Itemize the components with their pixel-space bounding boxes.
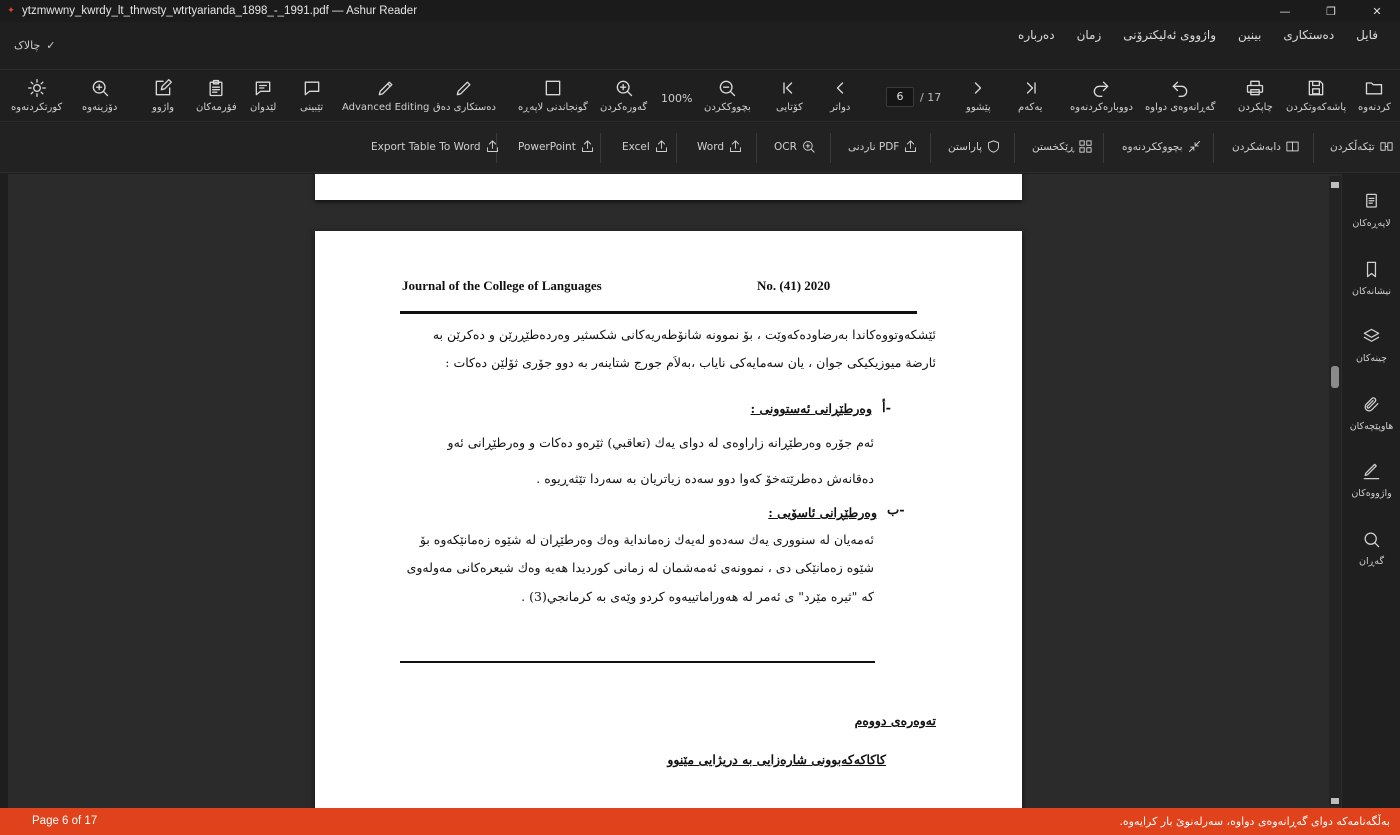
ocr-button[interactable] xyxy=(774,139,816,154)
paragraph-line: ئێشکەوتووەکاندا بەرضاودەکەوێت ، بۆ نموونە شانۆطەریەکانی شکسثیر وەردەطێڕرێن و دەکرێن بە xyxy=(432,327,936,342)
review-label: لێدوان xyxy=(250,102,277,113)
review-icon xyxy=(253,78,273,98)
toolbar-divider xyxy=(1213,133,1214,163)
sidebar-item-attachments[interactable] xyxy=(1343,395,1400,432)
search-icon xyxy=(90,78,110,98)
share-icon xyxy=(728,139,743,154)
redo-label: دووبارەکردنەوە xyxy=(1070,102,1133,113)
sidebar-item-signatures[interactable] xyxy=(1343,462,1400,499)
open-label: کردنەوە xyxy=(1358,102,1391,113)
layers-icon xyxy=(1362,327,1381,346)
sidebar-label-bookmarks: نیشانەکان xyxy=(1351,286,1391,297)
export-table-button[interactable] xyxy=(371,139,500,154)
app-logo-icon: ✦ xyxy=(7,6,15,16)
paragraph-line: شێوە زەمانێكی دی ، نموونەی ئەمەشمان لە زمانی كوردیدا هەیە وەك شیعرەكانی مەولەوی xyxy=(406,560,874,575)
share-icon xyxy=(654,139,669,154)
printer-icon xyxy=(1245,78,1265,98)
previous-page-label: پێشوو xyxy=(966,102,991,113)
compress-icon xyxy=(1187,139,1202,154)
toolbar-divider xyxy=(830,133,831,163)
menu-bar xyxy=(0,22,1400,70)
review-button[interactable] xyxy=(250,78,276,113)
sidebar-label-search: گەڕان xyxy=(1358,556,1385,567)
main-toolbar xyxy=(0,70,1400,122)
main-menu xyxy=(1018,28,1378,42)
export-word-button[interactable] xyxy=(697,139,743,154)
menu-about[interactable]: دەربارە xyxy=(1018,28,1055,42)
undo-label: گەڕانەوەی دواوە xyxy=(1145,102,1216,113)
export-table-label: Export Table To Word xyxy=(371,140,481,153)
journal-header: Journal of the College of Languages xyxy=(402,278,602,293)
print-label: چاپکردن xyxy=(1238,102,1273,113)
last-page-label: کۆتایی xyxy=(776,102,803,113)
advanced-editing-label: Advanced Editing xyxy=(342,102,430,113)
edit-text-label: دەستکاری دەق xyxy=(433,102,496,113)
skip-end-icon xyxy=(1020,78,1040,98)
clipboard-icon xyxy=(206,78,226,98)
minimize-button[interactable]: — xyxy=(1279,4,1291,18)
toolbar-divider xyxy=(600,133,601,163)
scroll-up-arrow[interactable] xyxy=(1331,182,1339,188)
protect-button[interactable] xyxy=(948,139,1001,154)
export-word-label: Word xyxy=(697,140,724,153)
compare-icon xyxy=(1379,139,1394,154)
pen-icon xyxy=(376,78,396,98)
folder-icon xyxy=(1364,78,1384,98)
sidebar-item-bookmarks[interactable] xyxy=(1343,260,1400,297)
page-indicator: Page 6 of 17 xyxy=(32,815,98,827)
share-icon xyxy=(580,139,595,154)
export-powerpoint-button[interactable] xyxy=(518,139,595,154)
menu-view[interactable]: بینین xyxy=(1238,28,1262,42)
right-sidebar xyxy=(1343,174,1400,808)
header-rule xyxy=(400,311,917,314)
zoom-out-button[interactable] xyxy=(704,78,751,113)
sidebar-item-pages[interactable] xyxy=(1343,192,1400,229)
grid-icon xyxy=(1078,139,1093,154)
section-heading-a: وەرطێڕانی ئەستوونی : xyxy=(750,401,872,416)
pencil-icon xyxy=(454,78,474,98)
paragraph-line: ئارضة میوزیکیکی جوان ، یان سەمایەکی نایاب ،بەلاَم جورج شتاینەر بە دوو جۆری ثۆلێن دەکات : xyxy=(445,355,936,370)
split-icon xyxy=(1285,139,1300,154)
chevron-left-icon xyxy=(830,78,850,98)
export-excel-button[interactable] xyxy=(622,139,669,154)
window-title: ytzmwwny_kwrdy_lt_thrwsty_wtrtyarianda_1898_-_1991.pdf — Ashur Reader xyxy=(22,5,418,17)
zoom-in-label: گەورەکردن xyxy=(600,102,648,113)
forms-button[interactable] xyxy=(196,78,237,113)
next-page-label: دواتر xyxy=(830,102,851,113)
tools-toolbar xyxy=(0,123,1400,173)
viewer-gutter xyxy=(0,174,8,808)
active-toggle[interactable] xyxy=(14,39,56,52)
maximize-button[interactable]: ❐ xyxy=(1326,4,1336,18)
organize-button[interactable] xyxy=(1032,139,1093,154)
section-title: تەوەرەی دووەم xyxy=(854,713,936,728)
menu-language[interactable]: زمان xyxy=(1076,28,1102,42)
document-viewer[interactable] xyxy=(0,174,1342,808)
sidebar-item-search[interactable] xyxy=(1343,530,1400,567)
zoom-out-label: بچووککردن xyxy=(704,102,751,113)
compress-button[interactable] xyxy=(1122,139,1202,154)
vertical-scrollbar[interactable] xyxy=(1329,176,1341,806)
title-bar xyxy=(0,0,1400,22)
last-page-button[interactable] xyxy=(776,78,803,113)
paperclip-icon xyxy=(1362,395,1381,414)
open-button[interactable] xyxy=(1358,78,1391,113)
paragraph-line: ئەمەیان لە سنووری یەك سەدەو لەیەك زەمانداية وەك وەرطێڕان لە شێوە زەمانێكەوە بۆ xyxy=(419,532,874,547)
redo-button[interactable] xyxy=(1070,78,1133,113)
toolbar-divider xyxy=(756,133,757,163)
paragraph-line: كە "ثیرە مێرد" ی ئەمر لە هەوراماتیيەوە كردو وێەی بە كرمانجي(3) . xyxy=(521,589,874,604)
previous-page-button[interactable] xyxy=(966,78,991,113)
compare-button[interactable] xyxy=(1330,139,1394,154)
footnote-rule xyxy=(400,661,875,663)
sidebar-label-attachments: هاوپێچەکان xyxy=(1349,421,1394,432)
send-pdf-button[interactable] xyxy=(848,139,918,154)
redo-icon xyxy=(1091,78,1111,98)
find-label: دۆزینەوە xyxy=(82,102,118,113)
comment-button[interactable] xyxy=(300,78,323,113)
section-subtitle: کاکاکەکەبوونی شارەزایی بە دریژایی مێنوو xyxy=(667,752,886,767)
close-button[interactable]: ✕ xyxy=(1372,4,1382,18)
comment-icon xyxy=(302,78,322,98)
forms-label: فۆرمەکان xyxy=(196,102,237,113)
sidebar-label-pages: لاپەڕەکان xyxy=(1352,218,1391,229)
save-button[interactable] xyxy=(1286,78,1346,113)
send-pdf-label: ناردنی PDF xyxy=(848,140,900,153)
shield-icon xyxy=(986,139,1001,154)
scroll-down-arrow[interactable] xyxy=(1331,798,1339,804)
fit-page-button[interactable] xyxy=(518,78,588,113)
previous-page-sheet xyxy=(315,174,1022,200)
window-controls xyxy=(1262,0,1400,22)
menu-edit[interactable]: دەستکاری xyxy=(1283,28,1335,42)
edit-square-icon xyxy=(153,78,173,98)
fit-page-label: گونجاندنی لاپەڕە xyxy=(518,102,588,113)
share-icon xyxy=(485,139,500,154)
issue-number: No. (41) 2020 xyxy=(757,278,831,293)
status-message: بەڵگەنامەکە دوای گەڕانەوەی دواوە، سەرلەنوێ بار کرایەوە. xyxy=(1119,815,1390,828)
zoom-out-icon xyxy=(717,78,737,98)
brightness-label: کورتکردنەوە xyxy=(11,102,63,113)
list-marker-a: أ- xyxy=(882,401,892,416)
toolbar-divider xyxy=(930,133,931,163)
sidebar-label-layers: چینەکان xyxy=(1355,353,1388,364)
toolbar-divider xyxy=(1313,133,1314,163)
save-label: پاشەکەوتکردن xyxy=(1286,102,1347,113)
export-excel-label: Excel xyxy=(622,140,650,153)
sun-icon xyxy=(27,78,47,98)
toolbar-divider xyxy=(1103,133,1104,163)
sign-button[interactable] xyxy=(152,78,174,113)
check-icon: ✓ xyxy=(46,39,56,52)
page-navigator xyxy=(886,87,941,107)
compare-label: تێکەڵکردن xyxy=(1330,140,1375,153)
pages-icon xyxy=(1362,192,1381,211)
ocr-search-icon xyxy=(801,139,816,154)
pdf-page xyxy=(315,231,1022,808)
comment-label: تێبینی xyxy=(300,102,324,113)
find-button[interactable] xyxy=(82,78,117,113)
export-powerpoint-label: PowerPoint xyxy=(518,140,576,153)
share-icon xyxy=(903,139,918,154)
section-heading-b: وەرطێڕانی ئاسۆیی : xyxy=(768,505,877,520)
page-total: / 17 xyxy=(920,90,942,104)
advanced-editing-button[interactable] xyxy=(342,78,429,113)
chevron-right-icon xyxy=(968,78,988,98)
search-icon xyxy=(1362,530,1381,549)
undo-button[interactable] xyxy=(1145,78,1215,113)
paragraph-line: دەقانەش دەطرێتەخۆ كەوا دوو سەدە زیاتریان بە سەردا تێثەڕیوە . xyxy=(536,471,874,486)
scroll-thumb[interactable] xyxy=(1331,366,1339,388)
toolbar-divider xyxy=(1014,133,1015,163)
organize-label: ڕێکخستن xyxy=(1032,140,1075,153)
ocr-label: OCR xyxy=(774,140,797,153)
sign-label: واژوو xyxy=(152,102,175,113)
edit-text-button[interactable] xyxy=(433,78,496,113)
sidebar-item-layers[interactable] xyxy=(1343,327,1400,364)
zoom-in-button[interactable] xyxy=(600,78,647,113)
next-page-button[interactable] xyxy=(830,78,850,113)
protect-label: پاراستن xyxy=(948,140,983,153)
sidebar-label-signatures: واژووەکان xyxy=(1351,488,1392,499)
first-page-label: یەکەم xyxy=(1018,102,1043,113)
split-label: دابەشکردن xyxy=(1232,140,1281,153)
split-button[interactable] xyxy=(1232,139,1300,154)
print-button[interactable] xyxy=(1238,78,1273,113)
zoom-level[interactable]: 100% xyxy=(661,92,693,105)
brightness-button[interactable] xyxy=(11,78,62,113)
undo-icon xyxy=(1170,78,1190,98)
toolbar-divider xyxy=(676,133,677,163)
compress-label: بچووککردنەوە xyxy=(1122,140,1183,153)
zoom-in-icon xyxy=(614,78,634,98)
toggle-label: چالاک xyxy=(14,39,41,52)
fit-page-icon xyxy=(543,78,563,98)
menu-esign[interactable]: واژووی ئەلیکترۆنی xyxy=(1123,28,1217,42)
page-number-input[interactable]: 6 xyxy=(886,87,914,107)
status-bar xyxy=(0,808,1400,835)
menu-file[interactable]: فایل xyxy=(1356,28,1378,42)
save-icon xyxy=(1306,78,1326,98)
list-marker-b: ب- xyxy=(887,503,905,518)
paragraph-line: ئەم جۆرە وەرطێڕانە زاراوەی لە دوای یەك (تعاقبي) ثێرەو دەكات و وەرطێڕانی ئەو xyxy=(447,435,874,450)
first-page-button[interactable] xyxy=(1018,78,1042,113)
skip-start-icon xyxy=(779,78,799,98)
bookmark-icon xyxy=(1362,260,1381,279)
signature-pen-icon xyxy=(1362,462,1381,481)
